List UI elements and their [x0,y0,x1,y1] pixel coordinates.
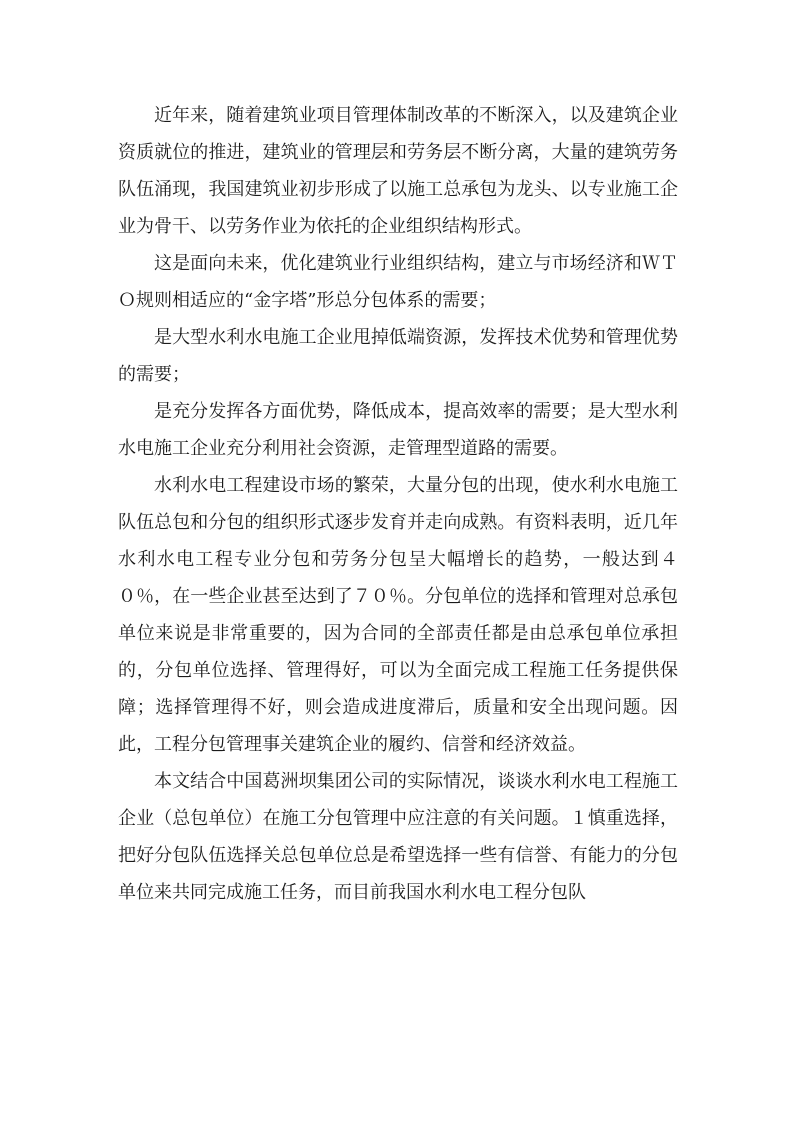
paragraph-3: 是大型水利水电施工企业甩掉低端资源，发挥技术优势和管理优势的需要； [118,327,678,385]
paragraph-6: 本文结合中国葛洲坝集团公司的实际情况，谈谈水利水电工程施工企业（总包单位）在施工分包管理中应注意的有关问题。１慎重选择，把好分包队伍选择关总包单位总是希望选择一些有信誉、有能力的分包单位来共同完成施工任务，而目前我国水利水电工程分包队 [118,771,678,903]
document-body [118,97,678,911]
paragraph-5: 水利水电工程建设市场的繁荣，大量分包的出现，使水利水电施工队伍总包和分包的组织形式逐步发育并走向成熟。有资料表明，近几年水利水电工程专业分包和劳务分包呈大幅增长的趋势，一般达到４０％，在一些企业甚至达到了７０％。分包单位的选择和管理对总承包单位来说是非常重要的，因为合同的全部责任都是由总承包单位承担的，分包单位选择、管理得好，可以为全面完成工程施工任务提供保障；选择管理得不好，则会造成进度滞后，质量和安全出现问题。因此，工程分包管理事关建筑企业的履约、信誉和经济效益。 [118,475,678,755]
paragraph-4: 是充分发挥各方面优势，降低成本，提高效率的需要；是大型水利水电施工企业充分利用社会资源，走管理型道路的需要。 [118,401,678,459]
paragraph-2: 这是面向未来，优化建筑业行业组织结构，建立与市场经济和ＷＴＯ规则相适应的“金字塔”形总分包体系的需要； [118,253,678,311]
paragraph-1: 近年来，随着建筑业项目管理体制改革的不断深入，以及建筑企业资质就位的推进，建筑业的管理层和劳务层不断分离，大量的建筑劳务队伍涌现，我国建筑业初步形成了以施工总承包为龙头、以专业施工企业为骨干、以劳务作业为依托的企业组织结构形式。 [118,105,678,237]
